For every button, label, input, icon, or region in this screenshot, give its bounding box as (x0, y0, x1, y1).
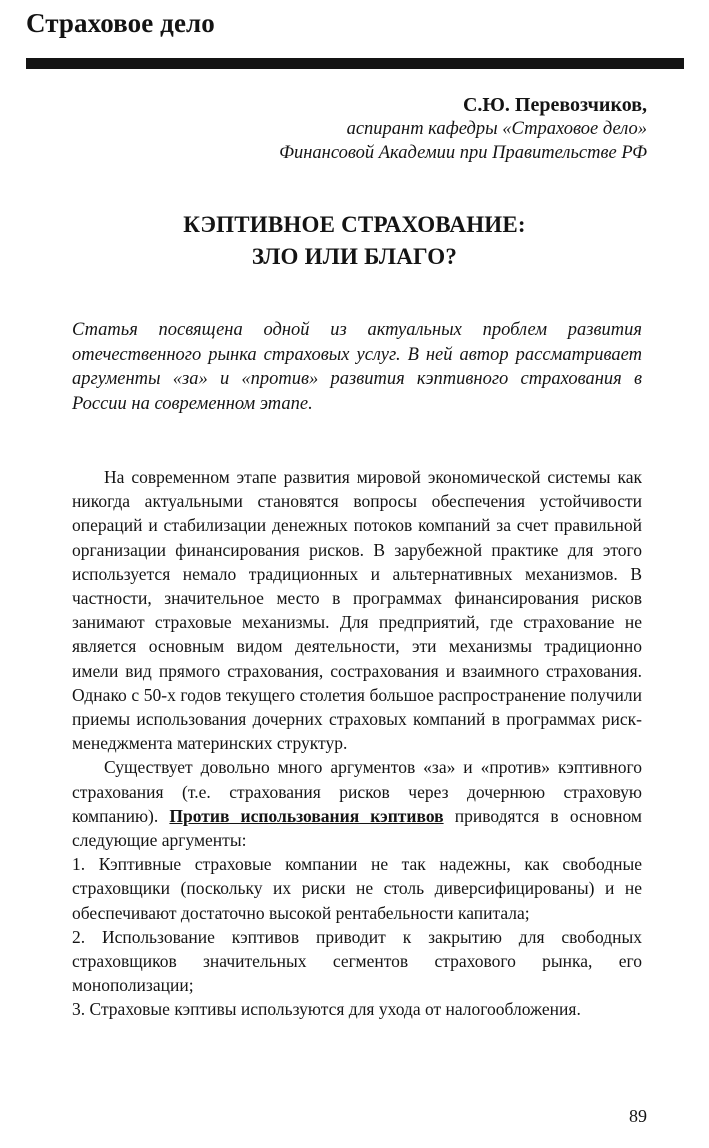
article-body (72, 465, 642, 1022)
article-title-line1: КЭПТИВНОЕ СТРАХОВАНИЕ: (183, 212, 526, 237)
list-item: 1. Кэптивные страховые компании не так надежны, как свободные страховщики (поскольку их риски не столь диверсифицированы) и не обеспечивают достаточно высокой рентабельности капитала; (72, 854, 642, 923)
header-rule (26, 58, 684, 69)
article-abstract: Статья посвящена одной из актуальных проблем развития отечественного рынка страховых услуг. В ней автор рассматривает аргументы «за» и «против» развития кэптивного страхования в России на современном этапе. (72, 320, 642, 414)
author-block (279, 93, 647, 165)
article-title (0, 209, 709, 273)
list-item: 2. Использование кэптивов приводит к закрытию для свободных страховщиков значительных сегментов страхового рынка, его монополизации; (72, 926, 642, 996)
paragraph-2-end: приводятся в основном следующие аргументы: (72, 805, 643, 851)
body-paragraph-2 (72, 755, 642, 852)
author-name: С.Ю. Перевозчиков, (462, 94, 647, 116)
list-item: 3. Страховые кэптивы используются для ухода от налогообложения. (72, 999, 581, 1020)
page-number: 89 (629, 1106, 647, 1126)
journal-section-heading: Страховое дело (26, 8, 215, 38)
paragraph-2-start: Существует довольно много аргументов «за» и «против» кэптивного страхования (т.е. страхования рисков через дочернюю страховую компанию). (72, 757, 642, 826)
author-position-line1: аспирант кафедры «Страховое дело» (346, 119, 647, 139)
body-paragraph-1: На современном этапе развития мировой экономической системы как никогда актуальными становятся вопросы обеспечения устойчивости операций и стабилизации денежных потоков компаний за счет правильной организации финансирования рисков. В зарубежной практике для этого используется немало традиционных и альтернативных механизмов. В частности, значительное место в программах финансирования рисков занимают страховые механизмы. Для предприятий, где страхование не является основным видом деятельности, эти механизмы традиционно имели вид прямого страхования, сострахования и взаимного страхования. Однако с 50-х годов текущего столетия большое распространение получили приемы использования дочерних страховых компаний в программах риск-менеджмента материнских структур. (72, 467, 642, 754)
article-title-line2: ЗЛО ИЛИ БЛАГО? (251, 244, 458, 269)
paragraph-2-emphasis: Против использования кэптивов (169, 805, 444, 826)
author-position-line2: Финансовой Академии при Правительстве РФ (279, 143, 647, 163)
